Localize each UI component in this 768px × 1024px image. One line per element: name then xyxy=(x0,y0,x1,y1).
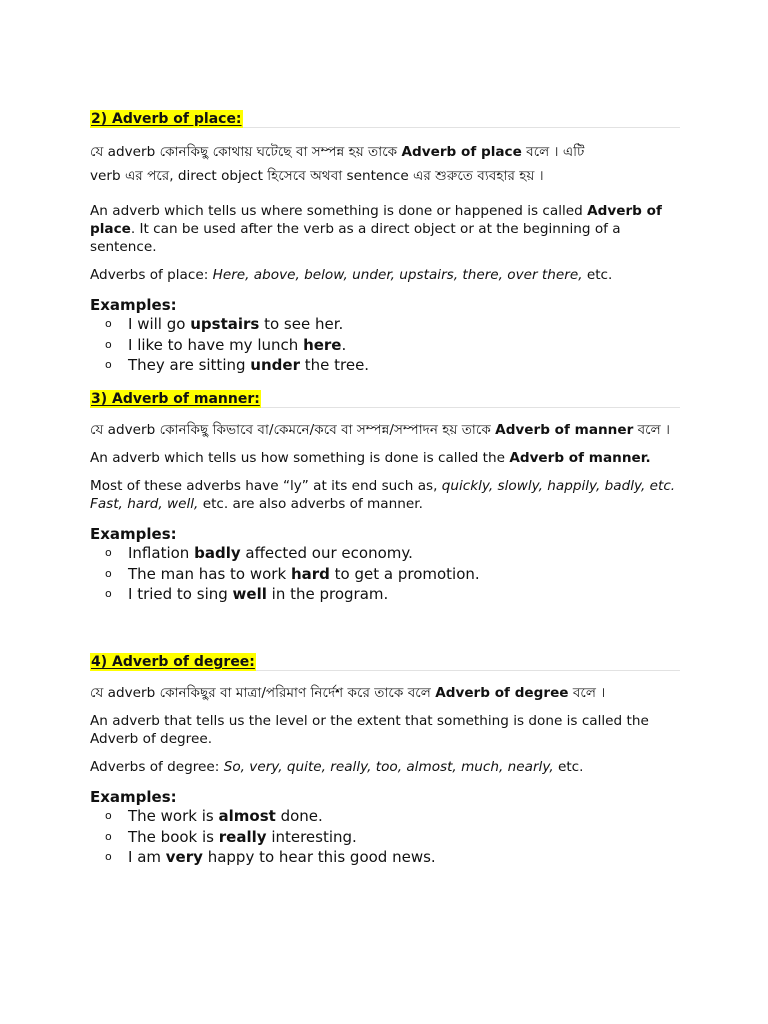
examples-list xyxy=(90,543,680,605)
bullet-icon: o xyxy=(105,337,112,351)
section-heading: 3) Adverb of manner: xyxy=(91,391,260,407)
list-item: o The work is almost done. xyxy=(105,807,323,825)
bullet-icon: o xyxy=(105,829,112,843)
english-definition: An adverb that tells us the level or the extent that something is done is called the Adverb of degree. xyxy=(90,713,649,747)
english-definition: An adverb which tells us where something is done or happened is called Adverb of place. It can be used after the verb as a direct object or at the beginning of a sentence. xyxy=(90,203,662,255)
section-heading: 4) Adverb of degree: xyxy=(91,654,255,670)
adverb-note: Most of these adverbs have “ly” at its end such as, quickly, slowly, happily, badly, etc. Fast, hard, well, etc. are also adverbs of manner. xyxy=(90,478,676,512)
bengali-definition: যে adverb কোনকিছু কিভাবে বা/কেমনে/কবে বা সম্পন্ন/সম্পাদন হয় তাকে Adverb of manner বলে । xyxy=(90,422,670,438)
list-item: o I like to have my lunch here. xyxy=(105,335,347,354)
list-item: o I tried to sing well in the program. xyxy=(105,585,389,603)
section-heading-rule xyxy=(90,651,680,671)
section-adverb-of-place xyxy=(90,108,680,376)
examples-title: Examples: xyxy=(90,788,177,806)
bengali-definition: যে adverb কোনকিছুর বা মাত্রা/পরিমাণ নির্দেশ করে তাকে বলে Adverb of degree বলে । xyxy=(90,685,606,701)
examples-list xyxy=(90,314,680,376)
adverb-list: Adverbs of place: Here, above, below, under, upstairs, there, over there, etc. xyxy=(90,267,613,283)
list-item: o They are sitting under the tree. xyxy=(105,356,370,374)
list-item: o Inflation badly affected our economy. xyxy=(105,544,413,562)
bullet-icon: o xyxy=(105,850,112,863)
examples-list xyxy=(90,806,680,868)
bullet-icon: o xyxy=(105,587,112,600)
section-adverb-of-manner xyxy=(90,388,680,605)
english-definition: An adverb which tells us how something is done is called the Adverb of manner. xyxy=(90,450,651,466)
examples-title: Examples: xyxy=(90,525,177,543)
list-item: o I will go upstairs to see her. xyxy=(105,315,344,333)
section-heading: 2) Adverb of place: xyxy=(91,111,242,127)
section-heading-rule xyxy=(90,388,680,408)
bengali-definition: যে adverb কোনকিছু কোথায় ঘটেছে বা সম্পন্ন হয় তাকে Adverb of place বলে । এটি verb এর পরে, direct object হিসেবে অথবা sentence এর শুরুতে ব্যবহার হয় । xyxy=(90,144,585,184)
list-item: o The man has to work hard to get a promotion. xyxy=(105,564,480,583)
bullet-icon: o xyxy=(105,566,112,580)
bullet-icon: o xyxy=(105,809,112,822)
adverb-list: Adverbs of degree: So, very, quite, really, too, almost, much, nearly, etc. xyxy=(90,759,584,775)
section-heading-rule xyxy=(90,108,680,128)
list-item: o I am very happy to hear this good news. xyxy=(105,848,436,866)
bullet-icon: o xyxy=(105,358,112,371)
bullet-icon: o xyxy=(105,317,112,330)
bullet-icon: o xyxy=(105,546,112,559)
section-adverb-of-degree xyxy=(90,651,680,868)
list-item: o The book is really interesting. xyxy=(105,827,357,846)
examples-title: Examples: xyxy=(90,296,177,314)
